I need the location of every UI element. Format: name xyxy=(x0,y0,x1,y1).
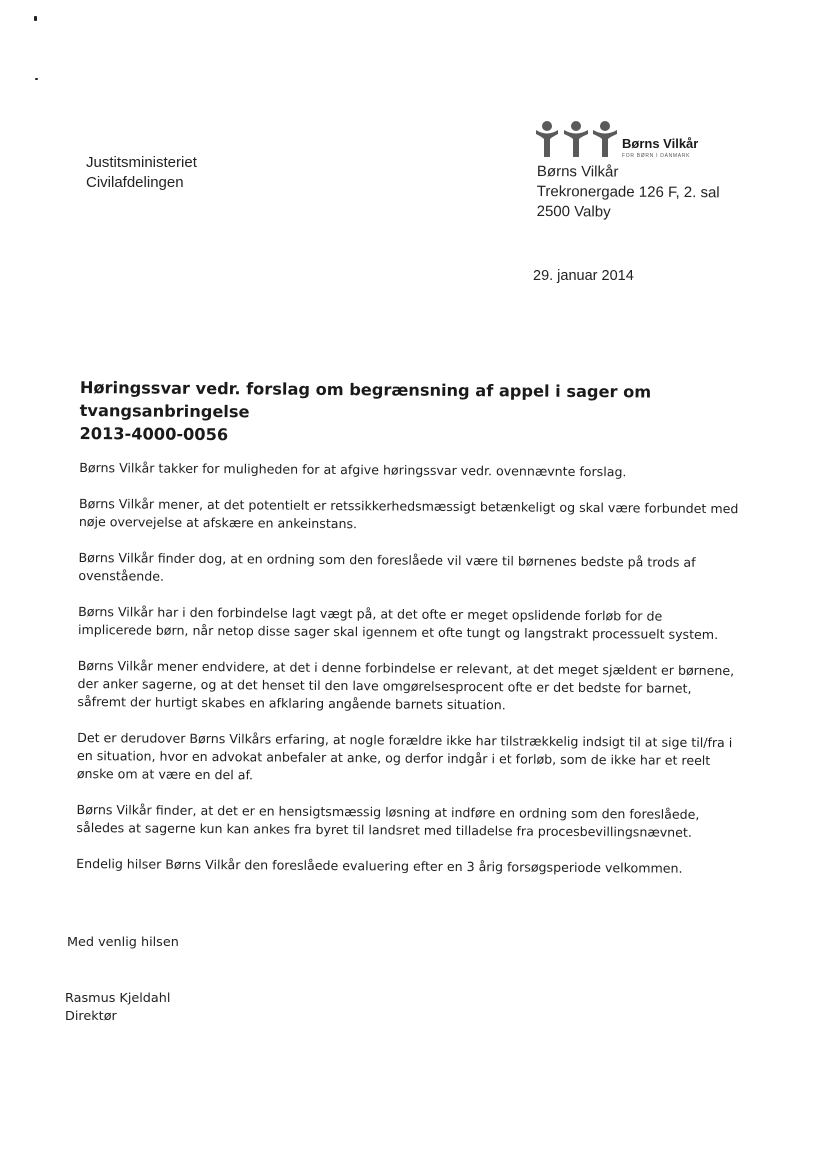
children-figures-icon xyxy=(534,120,620,162)
scan-speck xyxy=(34,16,37,21)
paragraph: Børns Vilkår finder dog, at en ordning som den foreslåede vil være til børnenes bedste på trods af ovenstående. xyxy=(78,549,696,584)
recipient-line-department: Civilafdelingen xyxy=(86,174,184,191)
sender-street: Trekronergade 126 F, 2. sal xyxy=(536,182,720,202)
recipient-address xyxy=(86,153,197,193)
paragraph: Børns Vilkår har i den forbindelse lagt vægt på, at det ofte er meget opslidende forløb for de implicerede børn, når netop disse sager skal igennem et ofte tungt og langstrakt processuelt system. xyxy=(77,603,719,643)
sender-address xyxy=(537,162,720,223)
logo-wordmark: Børns Vilkår xyxy=(622,136,699,151)
signature-block xyxy=(65,990,170,1026)
sender-city: 2500 Valby xyxy=(536,202,611,221)
letter-date: 29. januar 2014 xyxy=(533,268,634,284)
letter-body xyxy=(76,376,740,896)
paragraph: Børns Vilkår mener, at det potentielt er retssikkerhedsmæssigt betænkeligt og skal være forbundet med nøje overvejelse at afskære en ankeinstans. xyxy=(78,495,739,532)
paragraph: Børns Vilkår takker for muligheden for at afgive høringssvar vedr. ovennævnte forslag. xyxy=(79,459,627,480)
sender-name: Børns Vilkår xyxy=(536,162,619,181)
paragraph: Børns Vilkår finder, at det er en hensigtsmæssig løsning at indføre en ordning som den foreslåede, således at sagerne kun kan ankes fra byret til landsret med tilladelse fra procesbevillingsnævnet. xyxy=(76,801,700,840)
paragraph: Det er derudover Børns Vilkårs erfaring, at nogle forældre ikke har tilstrækkelig indsigt til at sige til/fra i en situation, hvor en advokat anbefaler at anke, og derfor indgår i et forløb, som de ikke har et reelt ønske om at være en del af. xyxy=(76,729,733,783)
signatory-role: Direktør xyxy=(65,1009,117,1024)
recipient-line-ministry: Justitsministeriet xyxy=(86,154,197,171)
paragraph: Endelig hilser Børns Vilkår den foreslåede evaluering efter en 3 årig forsøgsperiode velkommen. xyxy=(76,855,683,876)
closing-greeting: Med venlig hilsen xyxy=(67,935,179,950)
letter-title xyxy=(79,376,740,450)
borns-vilkaar-logo xyxy=(534,120,724,162)
scan-speck xyxy=(35,78,38,80)
paragraph: Børns Vilkår mener endvidere, at det i denne forbindelse er relevant, at det meget sjældent er børnene, der anker sagerne, og at det henset til den lave omgørelsesprocent ofte er det bedste for barnet, såfremt der hurtigt skabes en afklaring angående barnets situation. xyxy=(77,657,735,713)
logo-tagline: FOR BØRN I DANMARK xyxy=(622,153,691,159)
case-number: 2013-4000-0056 xyxy=(79,423,229,445)
title-line: Høringssvar vedr. forslag om begrænsning af appel i sager om tvangsanbringelse xyxy=(79,377,652,422)
signatory-name: Rasmus Kjeldahl xyxy=(65,991,171,1006)
